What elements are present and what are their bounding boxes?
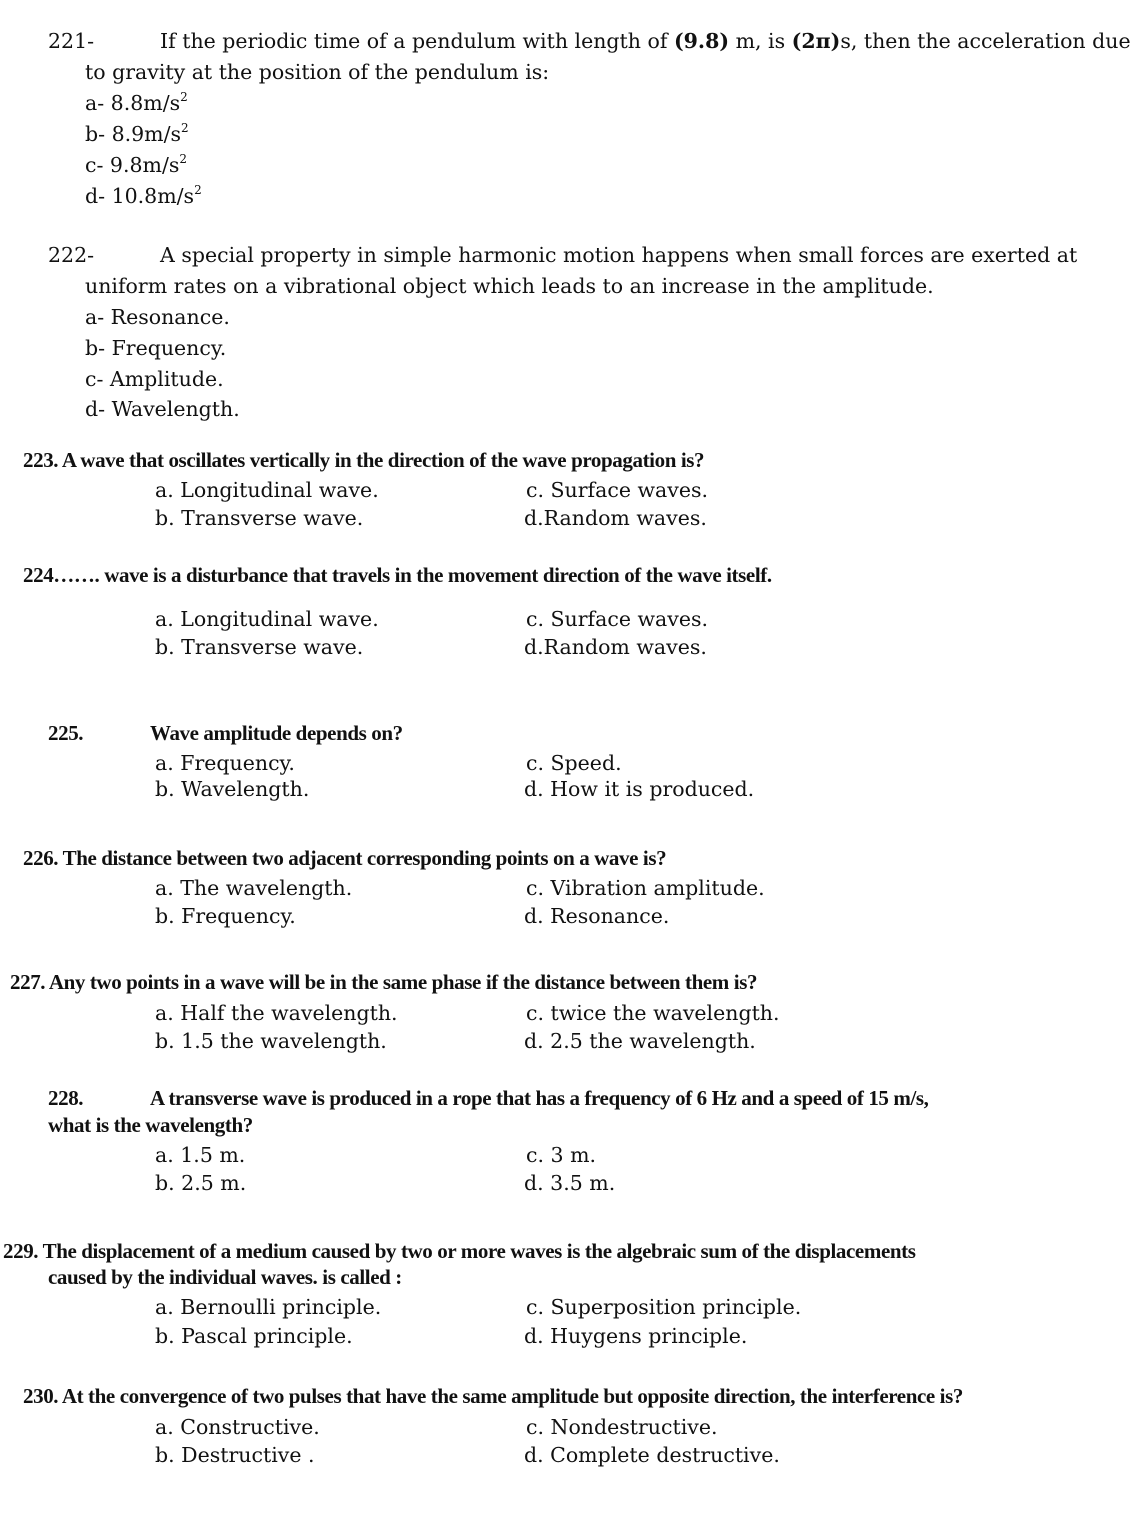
q230-stem: 230. At the convergence of two pulses that have the same amplitude but opposite direction, the interference is? xyxy=(23,1384,963,1408)
q227-option-c: c. twice the wavelength. xyxy=(526,1001,780,1025)
q227-stem: 227. Any two points in a wave will be in the same phase if the distance between them is? xyxy=(10,970,758,994)
q221-stem-part3: s, then the acceleration due xyxy=(840,29,1131,53)
q228-number: 228. xyxy=(48,1086,84,1110)
q229-option-d: d. Huygens principle. xyxy=(524,1324,748,1348)
q221-length-value: (9.8) xyxy=(673,29,730,53)
q222-option-b: b- Frequency. xyxy=(85,336,227,360)
q229-option-c: c. Superposition principle. xyxy=(526,1295,802,1319)
exponent: 2 xyxy=(181,121,189,135)
option-text: c- 9.8m/s xyxy=(85,153,180,177)
q228-option-d: d. 3.5 m. xyxy=(524,1171,616,1195)
option-text: a- 8.8m/s xyxy=(85,91,181,115)
q225-option-c: c. Speed. xyxy=(526,751,622,775)
q226-option-d: d. Resonance. xyxy=(524,904,670,928)
option-text: b- 8.9m/s xyxy=(85,122,182,146)
q225-option-b: b. Wavelength. xyxy=(155,777,310,801)
q224-option-a: a. Longitudinal wave. xyxy=(155,607,379,631)
q223-option-c: c. Surface waves. xyxy=(526,478,709,502)
q223-option-d: d.Random waves. xyxy=(524,506,707,530)
q228-stem-line2: what is the wavelength? xyxy=(48,1113,253,1137)
q230-option-c: c. Nondestructive. xyxy=(526,1415,718,1439)
q223-option-a: a. Longitudinal wave. xyxy=(155,478,379,502)
q226-stem: 226. The distance between two adjacent corresponding points on a wave is? xyxy=(23,846,667,870)
q229-stem-line2: caused by the individual waves. is called : xyxy=(48,1265,402,1289)
q225-stem: Wave amplitude depends on? xyxy=(150,721,403,745)
q222-option-a: a- Resonance. xyxy=(85,305,230,329)
q227-option-b: b. 1.5 the wavelength. xyxy=(155,1029,387,1053)
q221-stem-part2: m, is xyxy=(729,29,792,53)
q228-option-c: c. 3 m. xyxy=(526,1143,597,1167)
q230-option-d: d. Complete destructive. xyxy=(524,1443,780,1467)
q221-option-b xyxy=(85,121,189,146)
q221-option-c xyxy=(85,152,188,177)
q224-option-d: d.Random waves. xyxy=(524,635,707,659)
q221-period-value: (2π) xyxy=(791,29,841,53)
q222-number: 222- xyxy=(48,243,95,267)
q224-stem: 224……. wave is a disturbance that travels in the movement direction of the wave itself. xyxy=(23,563,772,587)
q221-number: 221- xyxy=(48,29,95,53)
q226-option-a: a. The wavelength. xyxy=(155,876,353,900)
q228-option-b: b. 2.5 m. xyxy=(155,1171,247,1195)
q229-option-b: b. Pascal principle. xyxy=(155,1324,353,1348)
q221-stem-line1 xyxy=(160,31,1131,52)
q228-stem-line1: A transverse wave is produced in a rope that has a frequency of 6 Hz and a speed of 15 m/s, xyxy=(150,1086,929,1110)
q225-number: 225. xyxy=(48,721,84,745)
q222-option-d: d- Wavelength. xyxy=(85,397,240,421)
q224-option-b: b. Transverse wave. xyxy=(155,635,364,659)
exponent: 2 xyxy=(179,152,188,166)
q230-option-b: b. Destructive . xyxy=(155,1443,315,1467)
q221-option-a xyxy=(85,90,188,115)
q222-stem-line1: A special property in simple harmonic motion happens when small forces are exerted at xyxy=(160,243,1078,267)
q225-option-a: a. Frequency. xyxy=(155,751,295,775)
q225-option-d: d. How it is produced. xyxy=(524,777,755,801)
q227-option-d: d. 2.5 the wavelength. xyxy=(524,1029,756,1053)
q221-stem-part1: If the periodic time of a pendulum with length of xyxy=(160,29,674,53)
option-text: d- 10.8m/s xyxy=(85,184,195,208)
q226-option-c: c. Vibration amplitude. xyxy=(526,876,765,900)
exponent: 2 xyxy=(180,90,188,104)
q222-stem-line2: uniform rates on a vibrational object which leads to an increase in the amplitude. xyxy=(85,274,934,298)
q224-option-c: c. Surface waves. xyxy=(526,607,709,631)
q228-option-a: a. 1.5 m. xyxy=(155,1143,246,1167)
q227-option-a: a. Half the wavelength. xyxy=(155,1001,398,1025)
q223-stem: 223. A wave that oscillates vertically in the direction of the wave propagation is? xyxy=(23,448,705,472)
q222-option-c: c- Amplitude. xyxy=(85,367,224,391)
q221-stem-line2: to gravity at the position of the pendulum is: xyxy=(85,60,550,84)
q229-option-a: a. Bernoulli principle. xyxy=(155,1295,382,1319)
q223-option-b: b. Transverse wave. xyxy=(155,506,364,530)
q230-option-a: a. Constructive. xyxy=(155,1415,320,1439)
q229-stem-line1: 229. The displacement of a medium caused by two or more waves is the algebraic sum of the displacements xyxy=(3,1239,916,1263)
q226-option-b: b. Frequency. xyxy=(155,904,296,928)
q221-option-d xyxy=(85,183,202,208)
exponent: 2 xyxy=(194,183,202,197)
